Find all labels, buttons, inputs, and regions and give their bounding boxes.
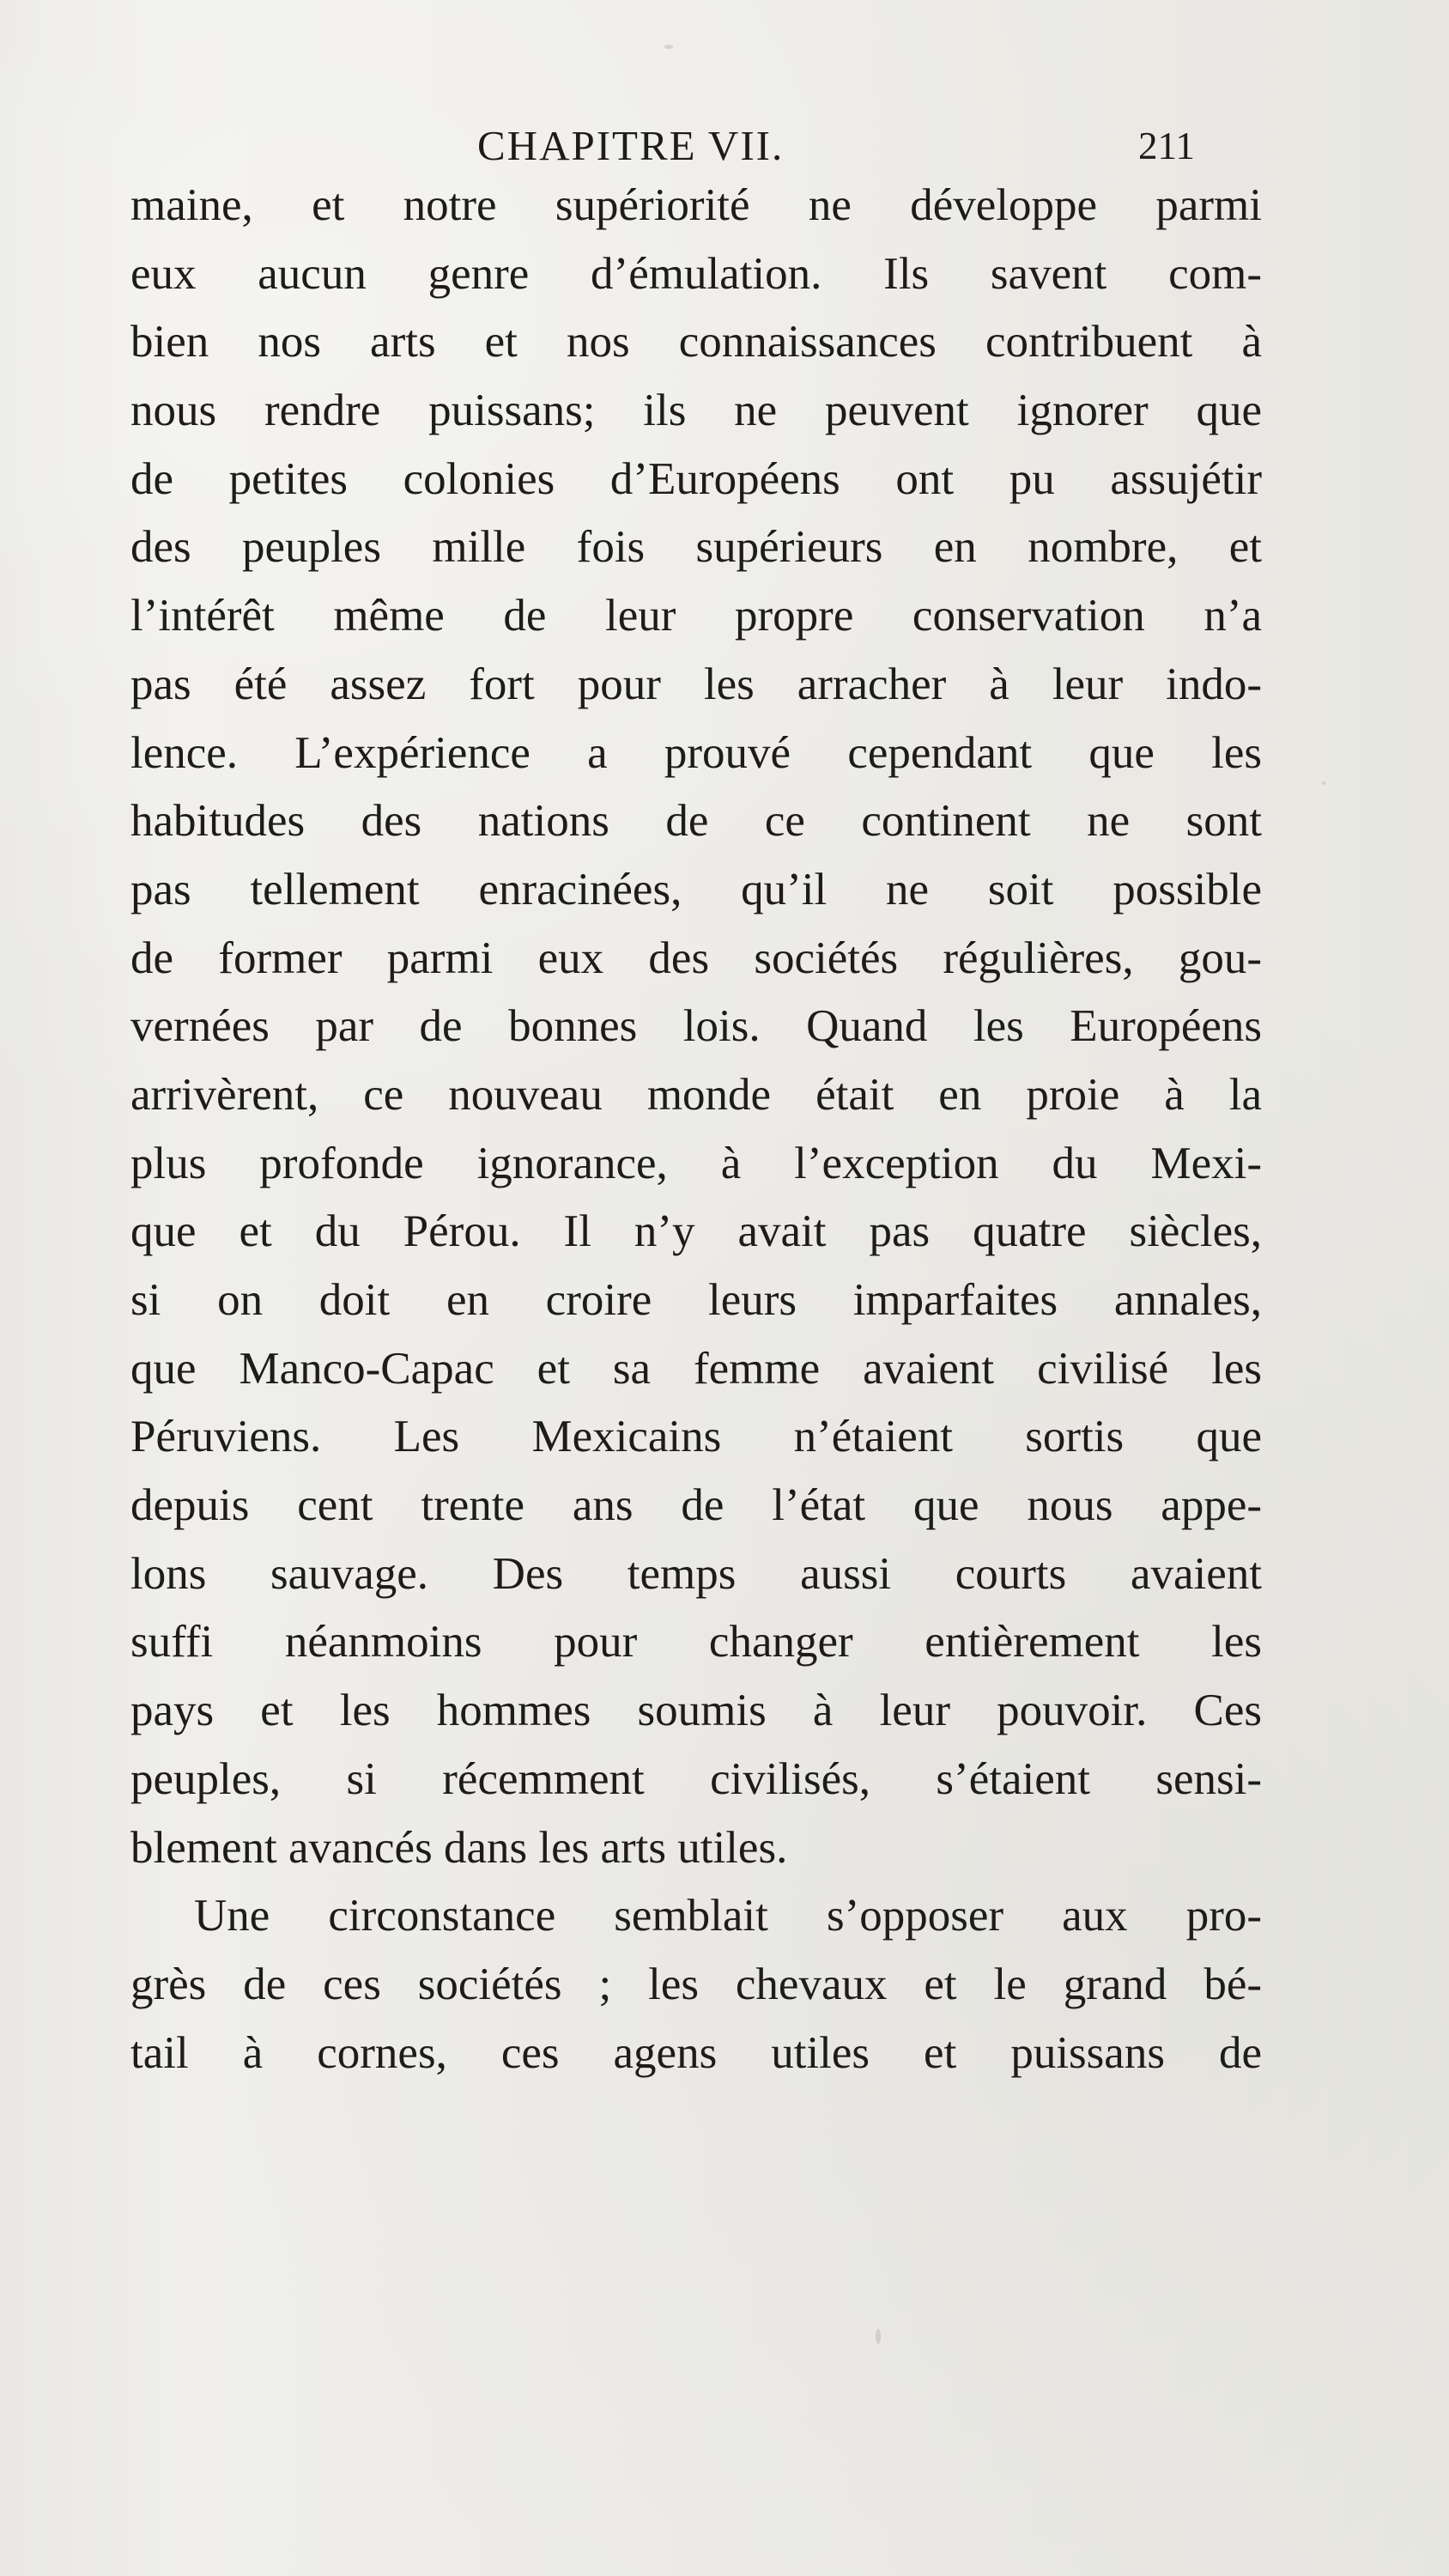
text-line: de former parmi eux des sociétés régulières, gou- <box>130 933 1262 983</box>
text-line: arrivèrent, ce nouveau monde était en proie à la <box>130 1069 1262 1120</box>
text-line: pas tellement enracinées, qu’il ne soit possible <box>130 864 1262 914</box>
text-line: tail à cornes, ces agens utiles et puissans de <box>130 2027 1262 2078</box>
chapter-heading: CHAPITRE VII. <box>477 122 785 169</box>
text-line: depuis cent trente ans de l’état que nous appe- <box>130 1480 1262 1531</box>
text-line: nous rendre puissans; ils ne peuvent ignorer que <box>130 386 1262 436</box>
text-line: suffi néanmoins pour changer entièrement les <box>130 1617 1262 1668</box>
paper-speck <box>876 2329 881 2344</box>
text-line: grès de ces sociétés ; les chevaux et le grand bé- <box>130 1959 1262 2009</box>
paper-speck <box>1322 781 1325 785</box>
text-line: l’intérêt même de leur propre conservation n’a <box>130 591 1262 641</box>
paper-speck <box>664 45 673 49</box>
text-line: eux aucun genre d’émulation. Ils savent com- <box>130 248 1262 299</box>
text-line: habitudes des nations de ce continent ne sont <box>130 796 1262 847</box>
body-text <box>130 172 1262 2087</box>
paragraph-start-line: Une circonstance semblait s’opposer aux pro- <box>194 1891 1262 1941</box>
text-line: peuples, si récemment civilisés, s’étaient sensi- <box>130 1753 1262 1804</box>
text-line: pas été assez fort pour les arracher à leur indo- <box>130 659 1262 709</box>
text-line: lence. L’expérience a prouvé cependant que les <box>130 727 1262 778</box>
text-line: que Manco-Capac et sa femme avaient civilisé les <box>130 1343 1262 1394</box>
text-line: vernées par de bonnes lois. Quand les Européens <box>130 1001 1262 1052</box>
page-number: 211 <box>1138 125 1195 167</box>
text-line: des peuples mille fois supérieurs en nombre, et <box>130 522 1262 573</box>
text-line: maine, et notre supériorité ne développe parmi <box>130 180 1262 230</box>
text-line: que et du Pérou. Il n’y avait pas quatre siècles, <box>130 1206 1262 1257</box>
text-line: de petites colonies d’Européens ont pu assujétir <box>130 453 1262 504</box>
text-line: lons sauvage. Des temps aussi courts avaient <box>130 1548 1262 1599</box>
text-line: bien nos arts et nos connaissances contribuent à <box>130 317 1262 368</box>
text-line: plus profonde ignorance, à l’exception du Mexi- <box>130 1138 1262 1188</box>
text-line: Péruviens. Les Mexicains n’étaient sortis que <box>130 1412 1262 1462</box>
paragraph-end-line: blement avancés dans les arts utiles. <box>130 1822 788 1873</box>
text-line: pays et les hommes soumis à leur pouvoir. Ces <box>130 1686 1262 1736</box>
running-head <box>0 112 1449 180</box>
text-line: si on doit en croire leurs imparfaites annales, <box>130 1275 1262 1325</box>
